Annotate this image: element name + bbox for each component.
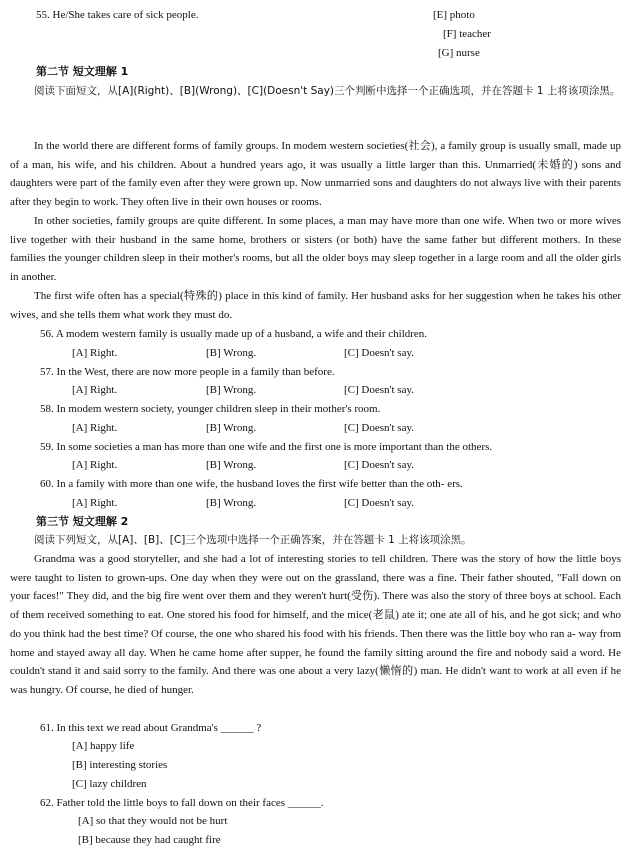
option-b: [B] Wrong.: [206, 459, 257, 471]
question-text: 58. In modem western society, younger children sleep in their mother's room.: [40, 403, 381, 415]
section-heading: 第三节 短文理解 2: [36, 515, 129, 528]
passage-paragraph: In the world there are different forms of family groups. In modem western societies(社会), a family group is usually small, made up of a man, his wife, and his children. About a hundred years ago, it was usually a little larger than this. Unmarried(未婚的) sons and daughters were part of the family even after they were grown up. Now unmarried sons and daughters do not always live with their parents after they begin to work. They often live in their own houses or rooms.: [10, 140, 621, 209]
option-a: [A] Right.: [72, 497, 118, 509]
section-heading: 第二节 短文理解 1: [36, 65, 129, 78]
question-text: 55. He/She takes care of sick people.: [36, 9, 199, 21]
option-b: [B] because they had caught fire: [78, 834, 221, 846]
option-c: [C] lazy children: [72, 778, 147, 790]
option-b: [B] Wrong.: [206, 422, 257, 434]
option-b: [B] interesting stories: [72, 759, 168, 771]
option-a: [A] Right.: [72, 347, 118, 359]
option-c: [C] Doesn't say.: [344, 497, 415, 509]
option-g: [G] nurse: [438, 47, 480, 59]
question-text: 59. In some societies a man has more than one wife and the first one is more important than the others.: [40, 441, 493, 453]
option-f: [F] teacher: [443, 28, 491, 40]
question-text: 62. Father told the little boys to fall down on their faces ______.: [40, 797, 324, 809]
option-c: [C] Doesn't say.: [344, 459, 415, 471]
option-a: [A] Right.: [72, 384, 118, 396]
option-a: [A] so that they would not be hurt: [78, 815, 228, 827]
option-e: [E] photo: [433, 9, 475, 21]
question-text: 57. In the West, there are now more people in a family than before.: [40, 366, 335, 378]
question-text: 61. In this text we read about Grandma's ______ ?: [40, 722, 262, 734]
option-b: [B] Wrong.: [206, 384, 257, 396]
section-instruction: 阅读下列短文，从[A]、[B]、[C]三个选项中选择一个正确答案，并在答题卡 1 上将该项涂黑。: [34, 534, 472, 546]
option-b: [B] Wrong.: [206, 347, 257, 359]
option-a: [A] happy life: [72, 740, 135, 752]
option-c: [C] Doesn't say.: [344, 422, 415, 434]
option-a: [A] Right.: [72, 422, 118, 434]
question-text: 56. A modem western family is usually made up of a husband, a wife and their children.: [40, 328, 428, 340]
option-c: [C] Doesn't say.: [344, 384, 415, 396]
option-b: [B] Wrong.: [206, 497, 257, 509]
section-instruction: 阅读下面短文，从[A](Right)、[B](Wrong)、[C](Doesn't Say)三个判断中选择一个正确选项，并在答题卡 1 上将该项涂黑。: [34, 85, 621, 97]
option-a: [A] Right.: [72, 459, 118, 471]
question-text: 60. In a family with more than one wife, the husband loves the first wife better than the oth- ers.: [40, 478, 463, 490]
passage-paragraph: Grandma was a good storyteller, and she had a lot of interesting stories to tell children. There was the story of how the little boys were taught to listen to grown-ups. One day when they were out on the grassland, there was a fine. Their father shouted, "Fall down on your faces!" They did, and the big fire went over them and they weren't hurt(受伤). There was also the story of three boys at school. Each of them received something to eat. One stored his food for himself, and the mice(老鼠) ate it; one ate all of his, and he got sick; and who do you think had the best time? Of course, the one who shared his food with his friends. Then there was the little boy who ran a- way from home and stayed away all day. When he came home after supper, he found the family sitting around the fire and nobody said a word. He couldn't stand it and said sorry to the family. And there was one about a very lazy(懒惰的) man. He didn't want to work at all even if he was hungry. Of course, he died of hunger.: [10, 553, 621, 696]
passage-paragraph: The first wife often has a special(特殊的) place in this kind of family. Her husband asks for her suggestion when he takes his other wives, and she tells them what work they must do.: [10, 290, 621, 321]
passage-paragraph: In other societies, family groups are quite different. In some places, a man may have more than one wife. When two or more wives live together with their husband in the same home, brothers or sisters (or both) have the same father but different mothers. In these families the younger children sleep in their mother's rooms, but all the older boys may sleep together in a large room and all the older girls in another.: [10, 215, 621, 284]
option-c: [C] Doesn't say.: [344, 347, 415, 359]
